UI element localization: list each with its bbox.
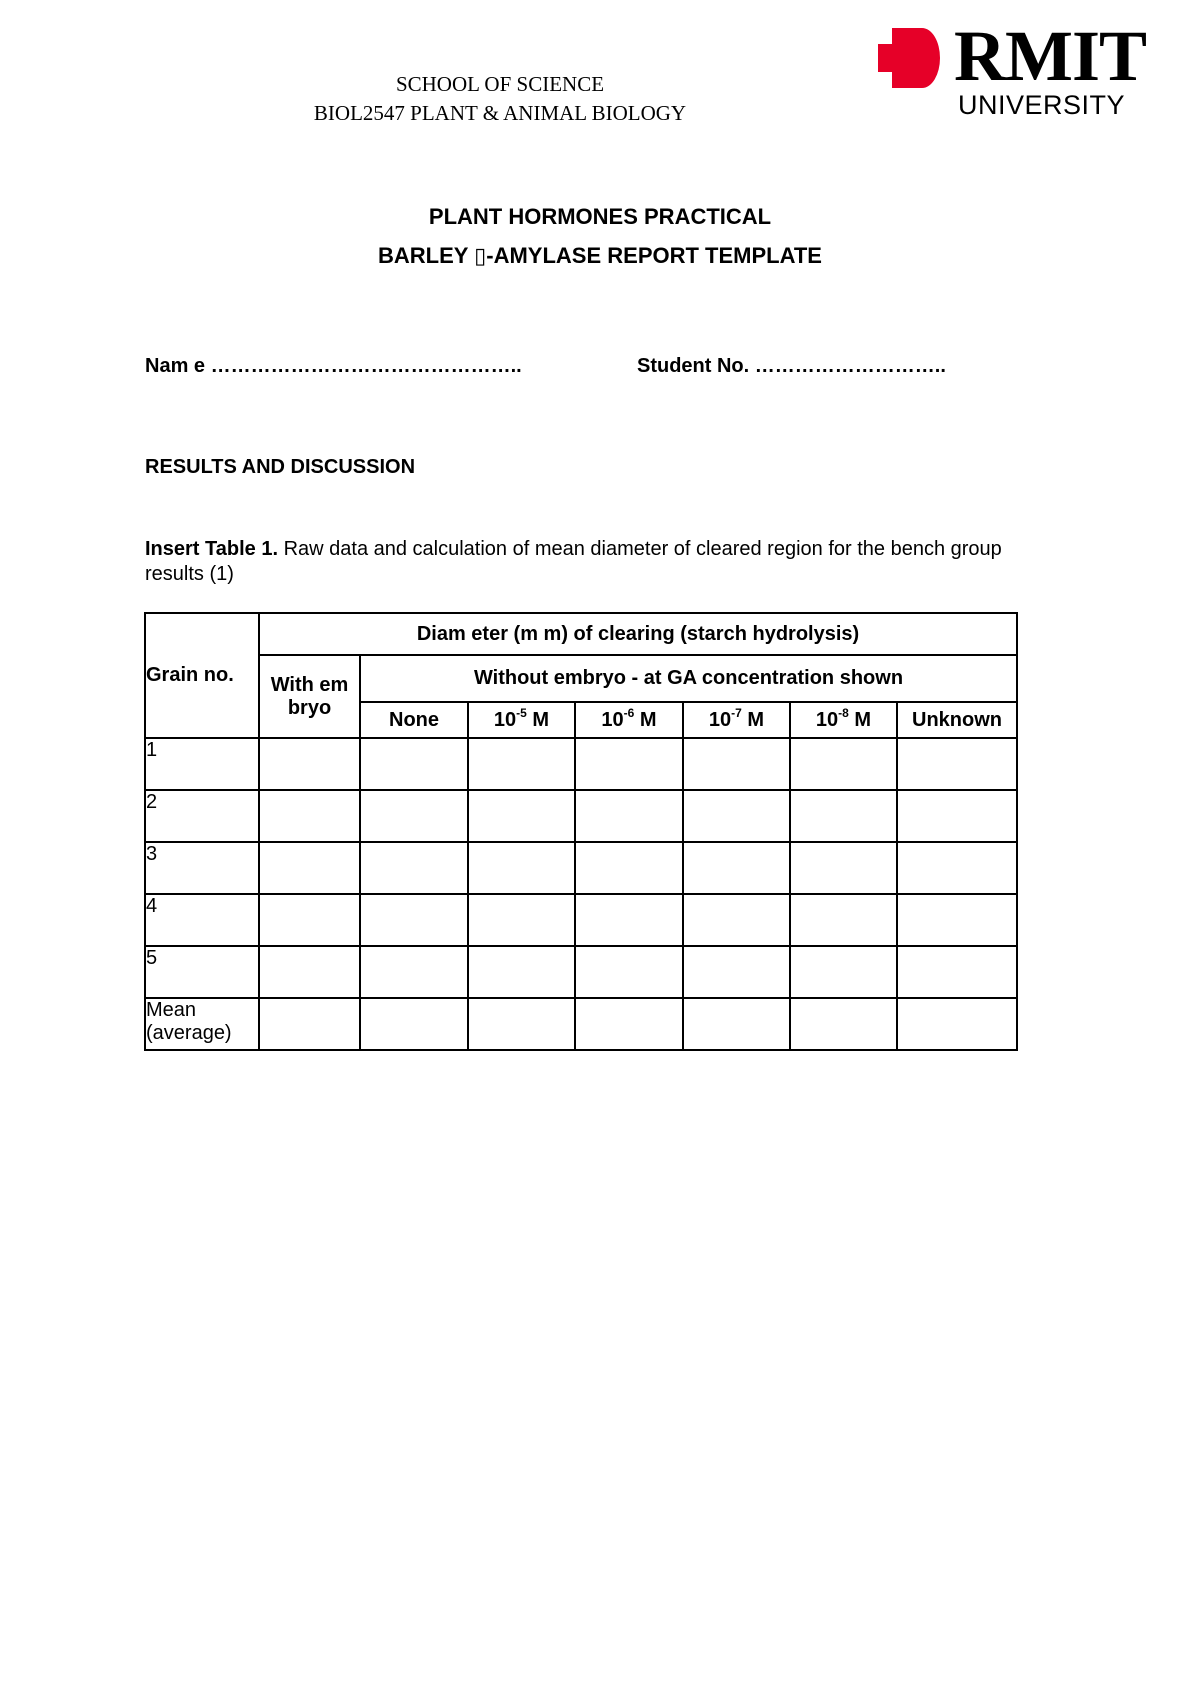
conc-unknown-header: Unknown — [897, 702, 1017, 738]
data-cell[interactable] — [575, 842, 683, 894]
data-cell[interactable] — [259, 946, 360, 998]
table-row — [145, 790, 1017, 842]
data-cell[interactable] — [259, 790, 360, 842]
data-cell[interactable] — [897, 738, 1017, 790]
data-cell[interactable] — [897, 998, 1017, 1050]
row-label: 2 — [145, 790, 259, 842]
row-label: 3 — [145, 842, 259, 894]
data-cell[interactable] — [259, 738, 360, 790]
school-header — [0, 70, 1000, 128]
data-cell[interactable] — [575, 946, 683, 998]
grain-header: Grain no. — [145, 613, 259, 738]
table-row — [145, 738, 1017, 790]
data-cell[interactable] — [259, 842, 360, 894]
data-cell[interactable] — [360, 790, 468, 842]
table-caption — [145, 537, 1045, 587]
row-label: 4 — [145, 894, 259, 946]
data-cell[interactable] — [360, 738, 468, 790]
name-field[interactable]: Nam e ……………………………………….. — [145, 355, 522, 377]
data-cell[interactable] — [683, 738, 790, 790]
section-heading: RESULTS AND DISCUSSION — [145, 456, 416, 478]
logo-text: RMIT — [954, 16, 1146, 96]
data-cell[interactable] — [683, 842, 790, 894]
conc-1e-7-header: $10^{-7}$ M — [683, 702, 790, 738]
data-cell[interactable] — [897, 842, 1017, 894]
logo-subtext: UNIVERSITY — [958, 90, 1126, 120]
table-row — [145, 946, 1017, 998]
data-cell[interactable] — [790, 842, 897, 894]
data-cell[interactable] — [360, 894, 468, 946]
data-cell[interactable] — [575, 738, 683, 790]
practical-title: PLANT HORMONES PRACTICAL — [428, 204, 772, 229]
results-table — [144, 612, 1018, 1051]
data-cell[interactable] — [468, 894, 575, 946]
data-cell[interactable] — [468, 738, 575, 790]
without-embryo-header: Without embryo - at GA concentration shown — [360, 655, 1017, 702]
rmit-logo-mark-icon — [878, 28, 940, 88]
conc-1e-6-header: $10^{-6}$ M — [575, 702, 683, 738]
data-cell[interactable] — [360, 998, 468, 1050]
data-cell[interactable] — [683, 998, 790, 1050]
row-label: Mean (average) — [145, 998, 259, 1050]
diameter-header: Diam eter (m m) of clearing (starch hydrolysis) — [259, 613, 1017, 655]
data-cell[interactable] — [360, 842, 468, 894]
rmit-logo — [878, 16, 1146, 122]
data-cell[interactable] — [468, 946, 575, 998]
data-cell[interactable] — [790, 946, 897, 998]
data-cell[interactable] — [259, 894, 360, 946]
table-row — [145, 998, 1017, 1050]
data-cell[interactable] — [468, 842, 575, 894]
table-row — [145, 842, 1017, 894]
school-name: SCHOOL OF SCIENCE — [395, 72, 605, 96]
row-label: 1 — [145, 738, 259, 790]
data-cell[interactable] — [468, 998, 575, 1050]
data-cell[interactable] — [897, 894, 1017, 946]
data-cell[interactable] — [575, 998, 683, 1050]
data-cell[interactable] — [683, 790, 790, 842]
data-cell[interactable] — [790, 790, 897, 842]
data-cell[interactable] — [790, 998, 897, 1050]
data-cell[interactable] — [575, 894, 683, 946]
conc-none-header: None — [360, 702, 468, 738]
with-embryo-header: With em bryo — [259, 655, 360, 738]
data-cell[interactable] — [259, 998, 360, 1050]
conc-1e-8-header: $10^{-8}$ M — [790, 702, 897, 738]
data-cell[interactable] — [790, 738, 897, 790]
row-label: 5 — [145, 946, 259, 998]
data-cell[interactable] — [897, 946, 1017, 998]
caption-label: Insert Table 1. — [145, 538, 279, 560]
caption-text: Raw data and calculation of mean diameter of cleared region for the bench group results (1) — [145, 538, 1002, 585]
course-name: BIOL2547 PLANT & ANIMAL BIOLOGY — [313, 101, 687, 125]
data-cell[interactable] — [683, 894, 790, 946]
data-cell[interactable] — [575, 790, 683, 842]
conc-1e-5-header: $10^{-5}$ M — [468, 702, 575, 738]
table-row — [145, 894, 1017, 946]
data-cell[interactable] — [683, 946, 790, 998]
data-cell[interactable] — [897, 790, 1017, 842]
report-title: BARLEY ▯-AMYLASE REPORT TEMPLATE — [378, 243, 822, 268]
data-cell[interactable] — [468, 790, 575, 842]
student-no-field[interactable]: Student No. ……………………….. — [637, 355, 946, 377]
data-cell[interactable] — [360, 946, 468, 998]
data-cell[interactable] — [790, 894, 897, 946]
